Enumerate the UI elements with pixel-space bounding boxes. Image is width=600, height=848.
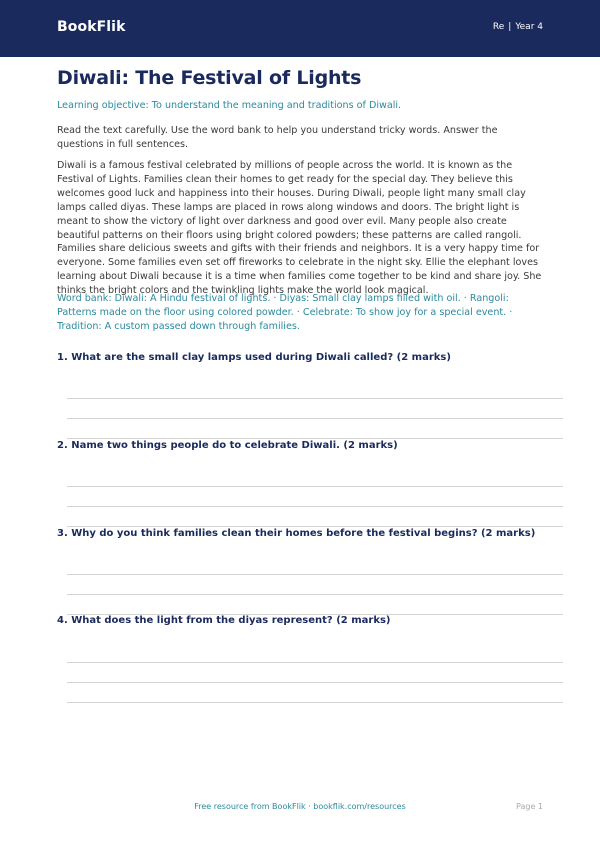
meta-separator: | — [508, 22, 512, 32]
question-2 — [57, 440, 543, 451]
question-text: 1. What are the small clay lamps used during Diwali called? (2 marks) — [57, 352, 451, 363]
answer-line[interactable] — [67, 506, 563, 507]
answer-line[interactable] — [67, 574, 563, 575]
question-text: 4. What does the light from the diyas represent? (2 marks) — [57, 615, 391, 626]
word-bank: Word bank: Diwali: A Hindu festival of lights. · Diyas: Small clay lamps filled with oil. · Rangoli: Patterns made on the floor using colored powder. · Celebrate: To show joy for a special event. · Tradition: A custom passed down through families. — [57, 293, 513, 333]
answer-line[interactable] — [67, 486, 563, 487]
header-meta — [493, 22, 543, 32]
instructions-text: Read the text carefully. Use the word bank to help you understand tricky words. Answer the questions in full sentences. — [57, 125, 498, 151]
brand-logo: BookFlik — [57, 19, 126, 35]
answer-line[interactable] — [67, 526, 563, 527]
question-3 — [57, 528, 543, 539]
reading-passage: Diwali is a famous festival celebrated by millions of people across the world. It is known as the Festival of Lights. Families clean their homes to get ready for the special day. They believe this welcomes good luck and happiness into their houses. During Diwali, people light many small clay lamps called diyas. These lamps are placed in rows along windows and doors. The bright light is meant to show the victory of light over darkness and good over evil. Many people also create beautiful patterns on their floors using bright colored powders; these patterns are called rangoli. Families share delicious sweets and gifts with their friends and neighbors. It is a very happy time for everyone. Some families even set off fireworks to celebrate in the night sky. Ellie the elephant loves learning about Diwali because it is a time when families come together to be kind and share joy. She thinks the bright colors and the twinkling lights make the world look magical. — [57, 160, 542, 297]
page-number: Page 1 — [516, 802, 543, 811]
answer-line[interactable] — [67, 418, 563, 419]
learning-objective: Learning objective: To understand the meaning and traditions of Diwali. — [57, 100, 402, 111]
year-label: Year 4 — [515, 22, 543, 32]
question-1 — [57, 352, 543, 363]
worksheet-title: Diwali: The Festival of Lights — [57, 67, 362, 89]
answer-line[interactable] — [67, 682, 563, 683]
answer-line[interactable] — [67, 398, 563, 399]
question-text: 2. Name two things people do to celebrate Diwali. (2 marks) — [57, 440, 398, 451]
answer-line[interactable] — [67, 438, 563, 439]
page-header — [0, 0, 600, 57]
question-text: 3. Why do you think families clean their homes before the festival begins? (2 marks) — [57, 528, 536, 539]
subject-label: Re — [492, 22, 505, 32]
answer-line[interactable] — [67, 662, 563, 663]
footer-resource: Free resource from BookFlik · bookflik.com/resources — [194, 802, 406, 811]
question-4 — [57, 615, 543, 626]
answer-line[interactable] — [67, 594, 563, 595]
answer-line[interactable] — [67, 702, 563, 703]
